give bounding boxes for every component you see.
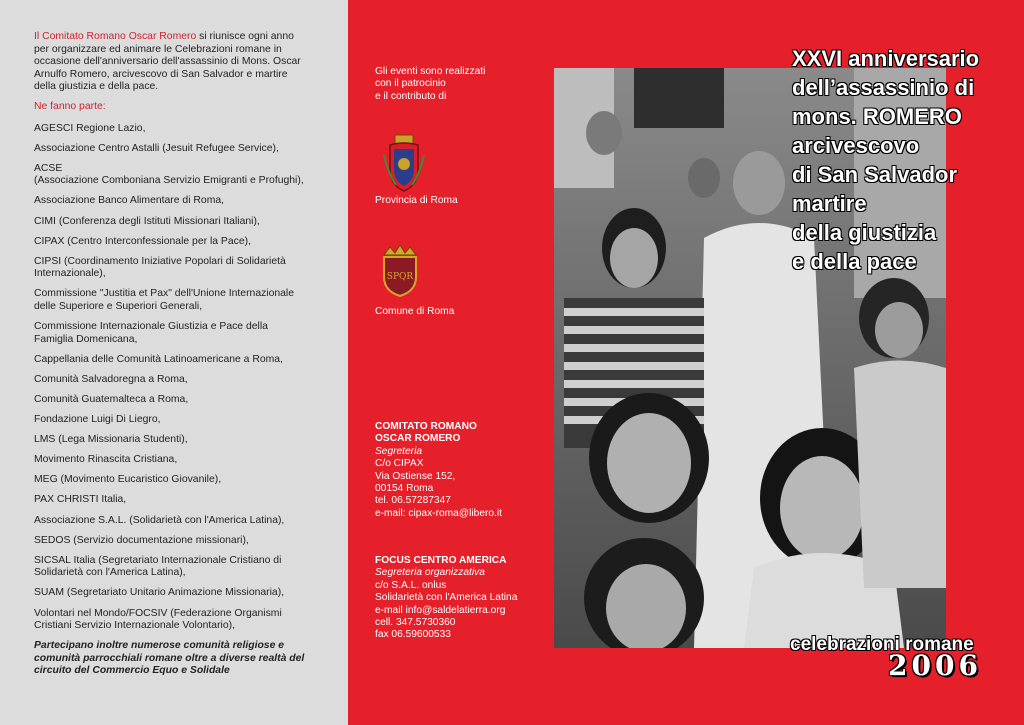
contact-line: 00154 Roma xyxy=(375,483,434,495)
year-label: 2006 xyxy=(888,649,982,682)
intro-text: si riunisce ogni anno per organizzare ed animare le Celebrazioni romane in occasione dell'anniversario dell'assassinio di Mons. Oscar Arnulfo Romero, arcivescovo di San Salvador e martire della giustizia e della pace. xyxy=(34,31,301,93)
comitato-contact xyxy=(375,421,545,520)
member-item: Comunità Guatemalteca a Roma, xyxy=(34,393,189,405)
focus-contact xyxy=(375,555,545,642)
headline-line: e della pace xyxy=(792,249,917,274)
committee-name: Il Comitato Romano Oscar Romero xyxy=(34,31,197,42)
contact-line: tel. 06.57287347 xyxy=(375,495,451,507)
comitato-role: Segreteria xyxy=(375,445,423,457)
headline-title xyxy=(792,44,1020,276)
headline-line: martire xyxy=(792,191,867,216)
contact-line: Via Ostiense 152, xyxy=(375,470,456,482)
member-item: MEG (Movimento Eucaristico Giovanile), xyxy=(34,474,222,486)
member-item: Fondazione Luigi Di Liegro, xyxy=(34,414,161,426)
member-item: Commissione Internazionale Giustizia e Pace della Famiglia Domenicana, xyxy=(34,321,268,345)
comitato-name: COMITATO ROMANO OSCAR ROMERO xyxy=(375,421,477,445)
headline-line: di San Salvador xyxy=(792,162,958,187)
member-item: Cappellania delle Comunità Latinoamericane a Roma, xyxy=(34,353,283,365)
provincia-crest-icon xyxy=(382,133,426,193)
member-item: CIPAX (Centro Interconfessionale per la Pace), xyxy=(34,235,251,247)
contact-line: fax 06.59600533 xyxy=(375,629,451,641)
focus-lines xyxy=(375,580,545,642)
member-item: CIMI (Conferenza degli Istituti Missionari Italiani), xyxy=(34,215,260,227)
contact-line: c/o S.A.L. onlus xyxy=(375,579,447,591)
headline-line: arcivescovo xyxy=(792,133,920,158)
member-item: Movimento Rinascita Cristiana, xyxy=(34,454,178,466)
contact-line: C/o CIPAX xyxy=(375,458,424,470)
member-item: ACSE (Associazione Comboniana Servizio Emigranti e Profughi), xyxy=(34,162,304,187)
headline-line: mons. ROMERO xyxy=(792,104,962,129)
member-item: Associazione S.A.L. (Solidarietà con l'America Latina), xyxy=(34,514,285,526)
member-item: AGESCI Regione Lazio, xyxy=(34,122,146,134)
member-item: PAX CHRISTI Italia, xyxy=(34,494,127,506)
intro-paragraph xyxy=(34,31,310,94)
headline-line: dell’assassinio di xyxy=(792,75,975,100)
headline-line: XXVI anniversario xyxy=(792,46,980,71)
focus-role: Segreteria organizzativa xyxy=(375,567,485,579)
svg-text:SPQR: SPQR xyxy=(386,272,414,282)
member-item: SICSAL Italia (Segretariato Internazionale Cristiano di Solidarietà con l'America Latina), xyxy=(34,554,282,579)
member-item: SUAM (Segretariato Unitario Animazione Missionaria), xyxy=(34,587,285,599)
committee-description xyxy=(34,31,310,678)
member-item: Comunità Salvadoregna a Roma, xyxy=(34,373,188,385)
focus-name: FOCUS CENTRO AMERICA xyxy=(375,555,507,566)
member-item: Volontari nel Mondo/FOCSIV (Federazione Organismi Cristiani Servizio Internazionale Volontario), xyxy=(34,607,282,632)
member-item: SEDOS (Servizio documentazione missionari), xyxy=(34,534,249,546)
contact-line: Solidarietà con l'America Latina xyxy=(375,592,518,604)
contact-line: e-mail: cipax-roma@libero.it xyxy=(375,507,502,519)
contact-line: e-mail info@saldelatierra.org xyxy=(375,604,506,616)
contact-line: cell. 347.5730360 xyxy=(375,617,456,629)
provincia-label: Provincia di Roma xyxy=(375,195,458,206)
members-list xyxy=(34,123,310,633)
comune-crest-icon xyxy=(380,245,420,297)
celebrazioni-label: celebrazioni romane xyxy=(790,634,974,655)
headline-line: della giustizia xyxy=(792,220,937,245)
comune-label: Comune di Roma xyxy=(375,306,455,317)
member-item: CIPSI (Coordinamento Iniziative Popolari di Solidarietà Internazionale), xyxy=(34,255,286,280)
comitato-lines xyxy=(375,458,545,520)
patronage-text: Gli eventi sono realizzati con il patrocinio e il contributo di xyxy=(375,66,486,102)
member-item: Commissione "Justitia et Pax" dell'Unione Internazionale delle Superiore e Superiori Generali, xyxy=(34,288,295,312)
member-item: Associazione Banco Alimentare di Roma, xyxy=(34,195,225,207)
closing-note: Partecipano inoltre numerose comunità religiose e comunità parrocchiali romane oltre a diverse realtà del circuito del Commercio Equo e Solidale xyxy=(34,640,305,677)
member-item: LMS (Lega Missionaria Studenti), xyxy=(34,434,188,446)
members-title: Ne fanno parte: xyxy=(34,100,106,112)
member-item: Associazione Centro Astalli (Jesuit Refugee Service), xyxy=(34,142,279,154)
